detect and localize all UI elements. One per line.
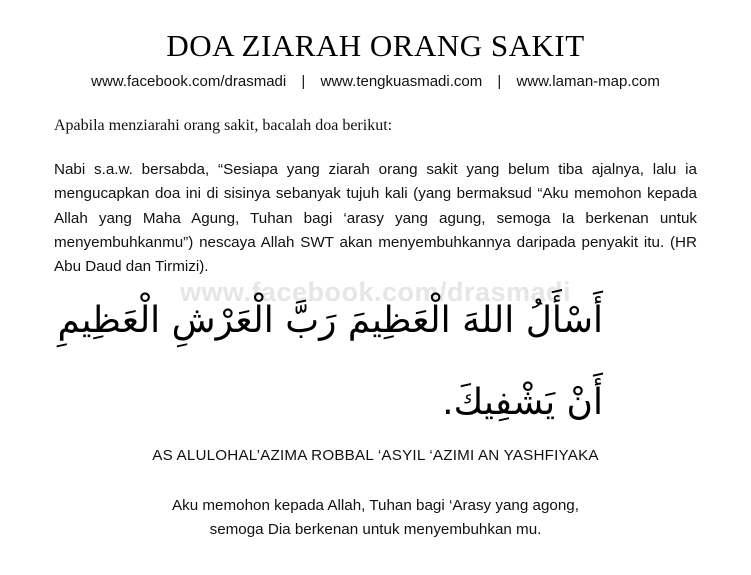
watermark-text: www.facebook.com/drasmadi [179,277,572,307]
meaning-line-1: Aku memohon kepada Allah, Tuhan bagi ‘Arasy yang agong, [172,497,579,514]
source-links [0,73,751,90]
tengkuasmadi-link[interactable]: www.tengkuasmadi.com [320,73,483,90]
transliteration-text: AS ALULOHAL’AZIMA ROBBAL ‘ASYIL ‘AZIMI AN YASHFIYAKA [152,447,599,464]
intro-text: Apabila menziarahi orang sakit, bacalah doa berikut: [54,117,393,134]
meaning-line-2: semoga Dia berkenan untuk menyembuhkan mu. [209,521,542,538]
meaning-translation [0,494,751,542]
facebook-link[interactable]: www.facebook.com/drasmadi [91,73,287,90]
page-title: DOA ZIARAH ORANG SAKIT [166,28,585,63]
arabic-prayer-line-1: أَسْأَلُ اللهَ الْعَظِيمَ رَبَّ الْعَرْشِ الْعَظِيمِ [57,300,603,341]
arabic-prayer-line-2: أَنْ يَشْفِيكَ. [442,382,603,423]
laman-map-link[interactable]: www.laman-map.com [516,73,660,90]
link-separator: | [497,73,502,90]
link-separator: | [301,73,306,90]
hadith-paragraph: Nabi s.a.w. bersabda, “Sesiapa yang ziarah orang sakit yang belum tiba ajalnya, lalu ia mengucapkan doa ini di sisinya sebanyak tujuh kali (yang bermaksud “Aku memohon kepada Allah yang Maha Agung, Tuhan bagi ‘arasy yang agung, semoga Ia berkenan untuk menyembuhkanmu”) nescaya Allah SWT akan menyembuhkannya daripada penyakit itu. (HR Abu Daud dan Tirmizi). [54,161,697,276]
